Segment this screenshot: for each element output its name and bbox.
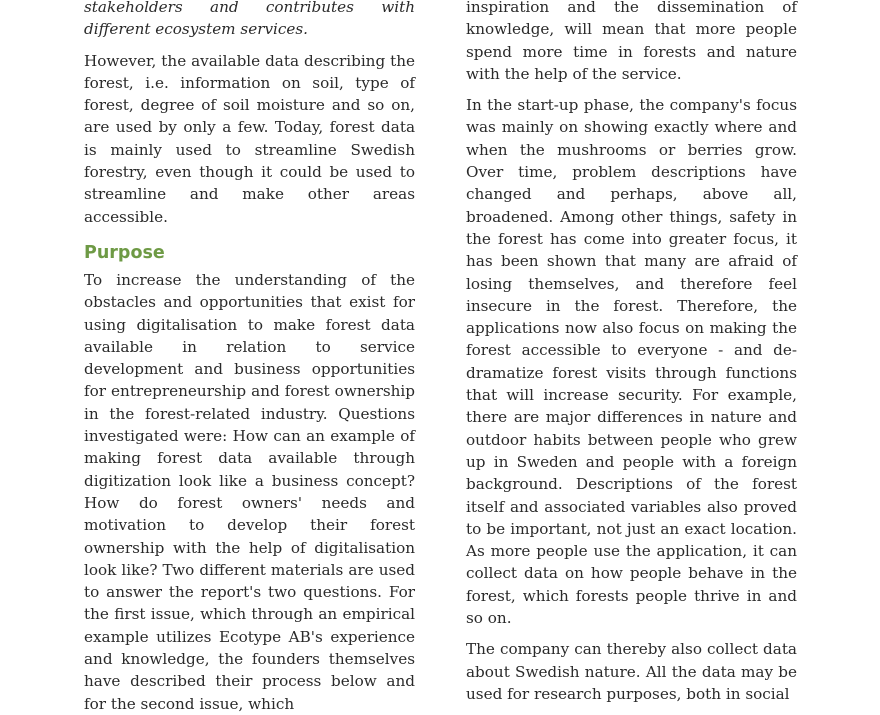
intro-italic-text: stakeholders and contributes with different ecosystem services.	[84, 0, 415, 39]
paragraph-startup-phase: In the start-up phase, the company's focus was mainly on showing exactly where and when the mushrooms or berries grow. Over time, problem descriptions have changed and perhaps, above all, broadened. Among other things, safety in the forest has come into greater focus, it has been shown that many are afraid of losing themselves, and therefore feel insecure in the forest. Therefore, the applications now also focus on making the forest accessible to everyone - and de-dramatize forest visits through functions that will increase security. For example, there are major differences in nature and outdoor habits between people who grew up in Sweden and people with a foreign background. Descriptions of the forest itself and associated variables also proved to be important, not just an exact location. As more people use the application, it can collect data on how people behave in the forest, which forests people thrive in and so on.	[466, 96, 797, 628]
paragraph-purpose: To increase the understanding of the obstacles and opportunities that exist for using digitalisation to make forest data available in relation to service development and business opportunities for entrepreneurship and forest ownership in the forest-related industry. Questions investigated were: How can an example of making forest data available through digitization look like a business concept? How do forest owners' needs and motivation to develop their forest ownership with the help of digitalisation look like? Two different materials are used to answer the report's two questions. For the first issue, which through an empirical example utilizes Ecotype AB's experience and knowledge, the founders themselves have described their process below and for the second issue, which	[84, 270, 415, 713]
right-column	[466, 0, 797, 705]
left-column	[84, 0, 415, 715]
paragraph-collect-data: The company can thereby also collect data about Swedish nature. All the data may be used for research purposes, both in social	[466, 640, 797, 703]
section-heading-purpose: Purpose	[84, 242, 165, 263]
paragraph-inspiration: inspiration and the dissemination of knowledge, will mean that more people spend more time in forests and nature with the help of the service.	[466, 0, 797, 83]
paragraph-forest-data: However, the available data describing the forest, i.e. information on soil, type of forest, degree of soil moisture and so on, are used by only a few. Today, forest data is mainly used to streamline Swedish forestry, even though it could be used to streamline and make other areas accessible.	[84, 51, 415, 226]
